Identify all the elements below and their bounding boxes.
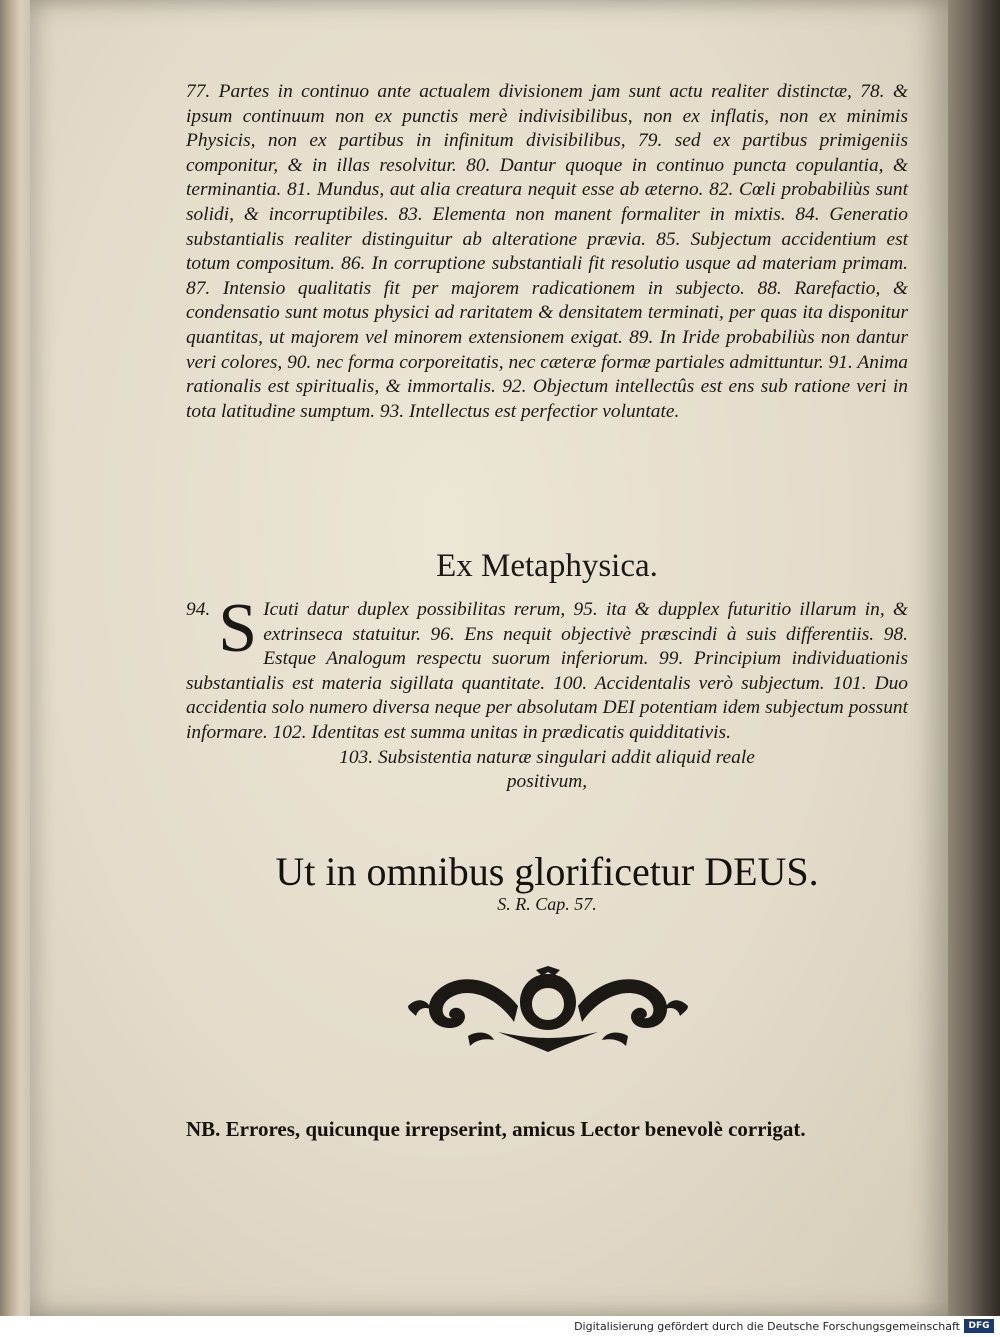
dfg-logo-icon: DFG (964, 1319, 994, 1333)
metaphysics-theses (186, 590, 908, 795)
closing-line-2: positivum, (506, 771, 588, 793)
metaphysics-text: Icuti datur duplex possibilitas rerum, 95. ita & dupplex futuritio illarum in, & extrinseca statuitur. 96. Ens nequit objectivè præscindi à suis differentiis. 98. Estque Analogum respectu suorum inferiorum. 99. Principium individuationis substantialis est materia sigillata quantitate. 100. Accidentalis verò subjectum. 101. Duo accidentia solo numero diversa neque per absolutam DEI potentiam idem subjectum possunt informare. 102. Identitas est summa unitas in prædicatis quidditativis. (186, 599, 908, 743)
errata-note: NB. Errores, quicunque irrepserint, amicus Lector benevolè corrigat. (186, 1117, 806, 1141)
physics-theses: 77. Partes in continuo ante actualem divisionem jam sunt actu realiter distinctæ, 78. & ipsum continuum non ex punctis merè indivisibilibus, non ex inflatis, non ex minimis Physicis, non ex partibus in infinitum divisibilibus, 79. sed ex partibus primigeniis componitur, & in illas resolvitur. 80. Dantur quoque in continuo puncta copulantia, & terminantia. 81. Mundus, aut alia creatura nequit esse ab æterno. 82. Cœli probabiliùs sunt solidi, & incorruptibiles. 83. Elementa non manent formaliter in mixtis. 84. Generatio substantialis realiter distinguitur ab alteratione prævia. 85. Subjectum accidentium est totum compositum. 86. In corruptione substantiali fit resolutio usque ad materiam primam. 87. Intensio qualitatis fit per majorem radicationem in subjecto. 88. Rarefactio, & condensatio sunt motus physici ad raritatem & densitatem terminati, per quas ita disponitur quantitas, ut majorem vel minorem extensionem exigat. 89. In Iride probabiliùs non dantur veri colores, 90. nec forma corporeitatis, nec cæteræ formæ partiales admittuntur. 91. Anima rationalis est spiritualis, & immortalis. 92. Objectum intellectûs est ens sub ratione veri in tota latitudine sumptum. 93. Intellectus est perfectior voluntate. (186, 81, 908, 422)
thesis-number: 94. (186, 599, 211, 620)
book-edge-left (0, 0, 34, 1316)
printer-ornament-icon (398, 966, 698, 1056)
dropcap-letter: S (218, 590, 258, 667)
section-heading: Ex Metaphysica. (436, 548, 658, 584)
closing-line-1: 103. Subsistentia naturæ singulari addit aliquid reale (339, 746, 755, 768)
citation: S. R. Cap. 57. (497, 894, 597, 914)
book-spine-shadow (948, 0, 1000, 1316)
footer-credit: Digitalisierung gefördert durch die Deutsche Forschungsgemeinschaft (574, 1320, 960, 1333)
motto: Ut in omnibus glorificetur DEUS. (275, 849, 819, 894)
